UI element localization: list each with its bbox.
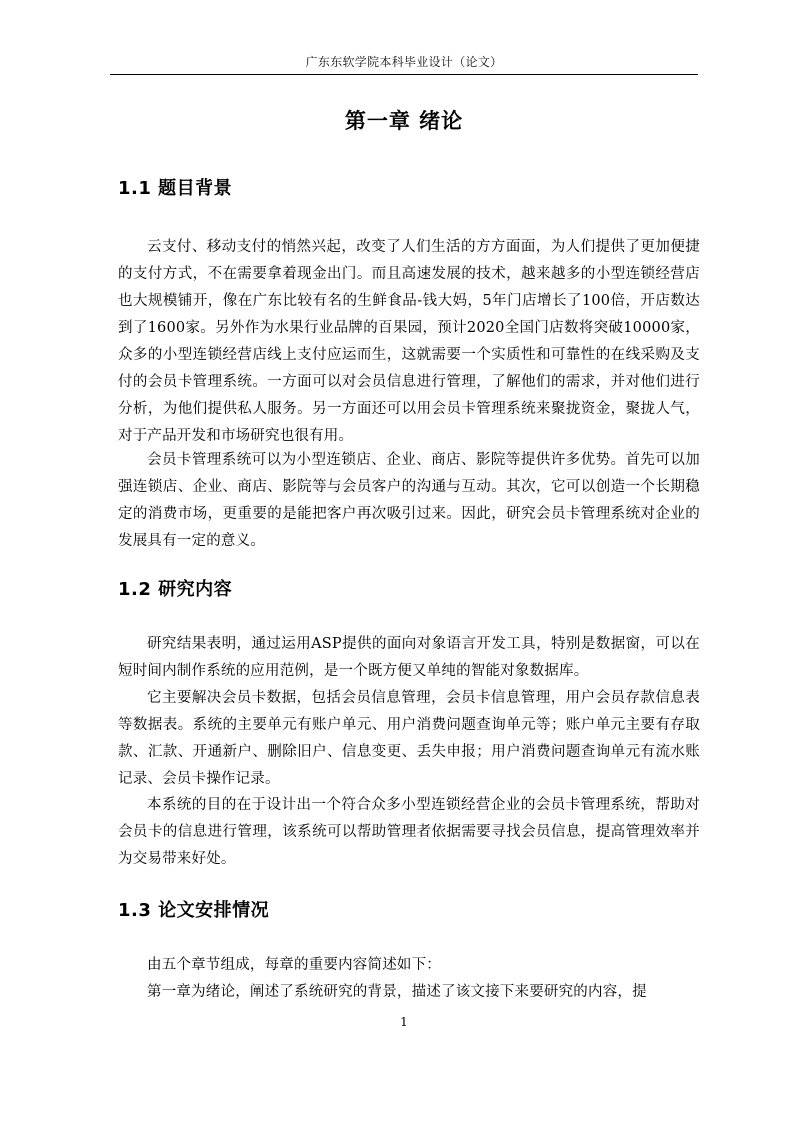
paragraph: 本系统的目的在于设计出一个符合众多小型连锁经营企业的会员卡管理系统，帮助对会员卡的信息进行管理，该系统可以帮助管理者依据需要寻找会员信息，提高管理效率并为交易带来好处。 — [118, 797, 700, 867]
page-number: 1 — [400, 1015, 408, 1029]
paragraph: 会员卡管理系统可以为小型连锁店、企业、商店、影院等提供许多优势。首先可以加强连锁店、企业、商店、影院等与会员客户的沟通与互动。其次，它可以创造一个长期稳定的消费市场，更重要的是能把客户再次吸引过来。因此，研究会员卡管理系统对企业的发展具有一定的意义。 — [118, 452, 700, 549]
paragraph: 研究结果表明，通过运用ASP提供的面向对象语言开发工具，特别是数据窗，可以在短时间内制作系统的应用范例，是一个既方便又单纯的智能对象数据库。 — [118, 636, 700, 679]
paragraph: 它主要解决会员卡数据，包括会员信息管理，会员卡信息管理，用户会员存款信息表等数据表。系统的主要单元有账户单元、用户消费问题查询单元等；账户单元主要有存取款、汇款、开通新户、删除旧户、信息变更、丢失申报；用户消费问题查询单元有流水账记录、会员卡操作记录。 — [118, 690, 700, 787]
header-rule — [110, 74, 698, 75]
running-header: 广东东软学院本科毕业设计（论文） — [305, 55, 503, 69]
paragraph: 第一章为绪论，阐述了系统研究的背景，描述了该文接下来要研究的内容，提 — [147, 984, 647, 1000]
section-heading-1-3: 1.3 论文安排情况 — [118, 900, 270, 921]
section-heading-1-2: 1.2 研究内容 — [118, 579, 233, 600]
paragraph: 由五个章节组成，每章的重要内容简述如下： — [147, 957, 441, 973]
paragraph: 云支付、移动支付的悄然兴起，改变了人们生活的方方面面，为人们提供了更加便捷的支付方式，不在需要拿着现金出门。而且高速发展的技术，越来越多的小型连锁经营店也大规模铺开，像在广东比较有名的生鲜食品-钱大妈，5年门店增长了100倍，开店数达到了1600家。另外作为水果行业品牌的百果园，预计2020全国门店数将突破10000家，众多的小型连锁经营店线上支付应运而生，这就需要一个实质性和可靠性的在线采购及支付的会员卡管理系统。一方面可以对会员信息进行管理，了解他们的需求，并对他们进行分析，为他们提供私人服务。另一方面还可以用会员卡管理系统来聚拢资金，聚拢人气，对于产品开发和市场研究也很有用。 — [118, 239, 700, 444]
section-heading-1-1: 1.1 题目背景 — [118, 178, 233, 199]
chapter-title: 第一章 绪论 — [344, 109, 464, 133]
